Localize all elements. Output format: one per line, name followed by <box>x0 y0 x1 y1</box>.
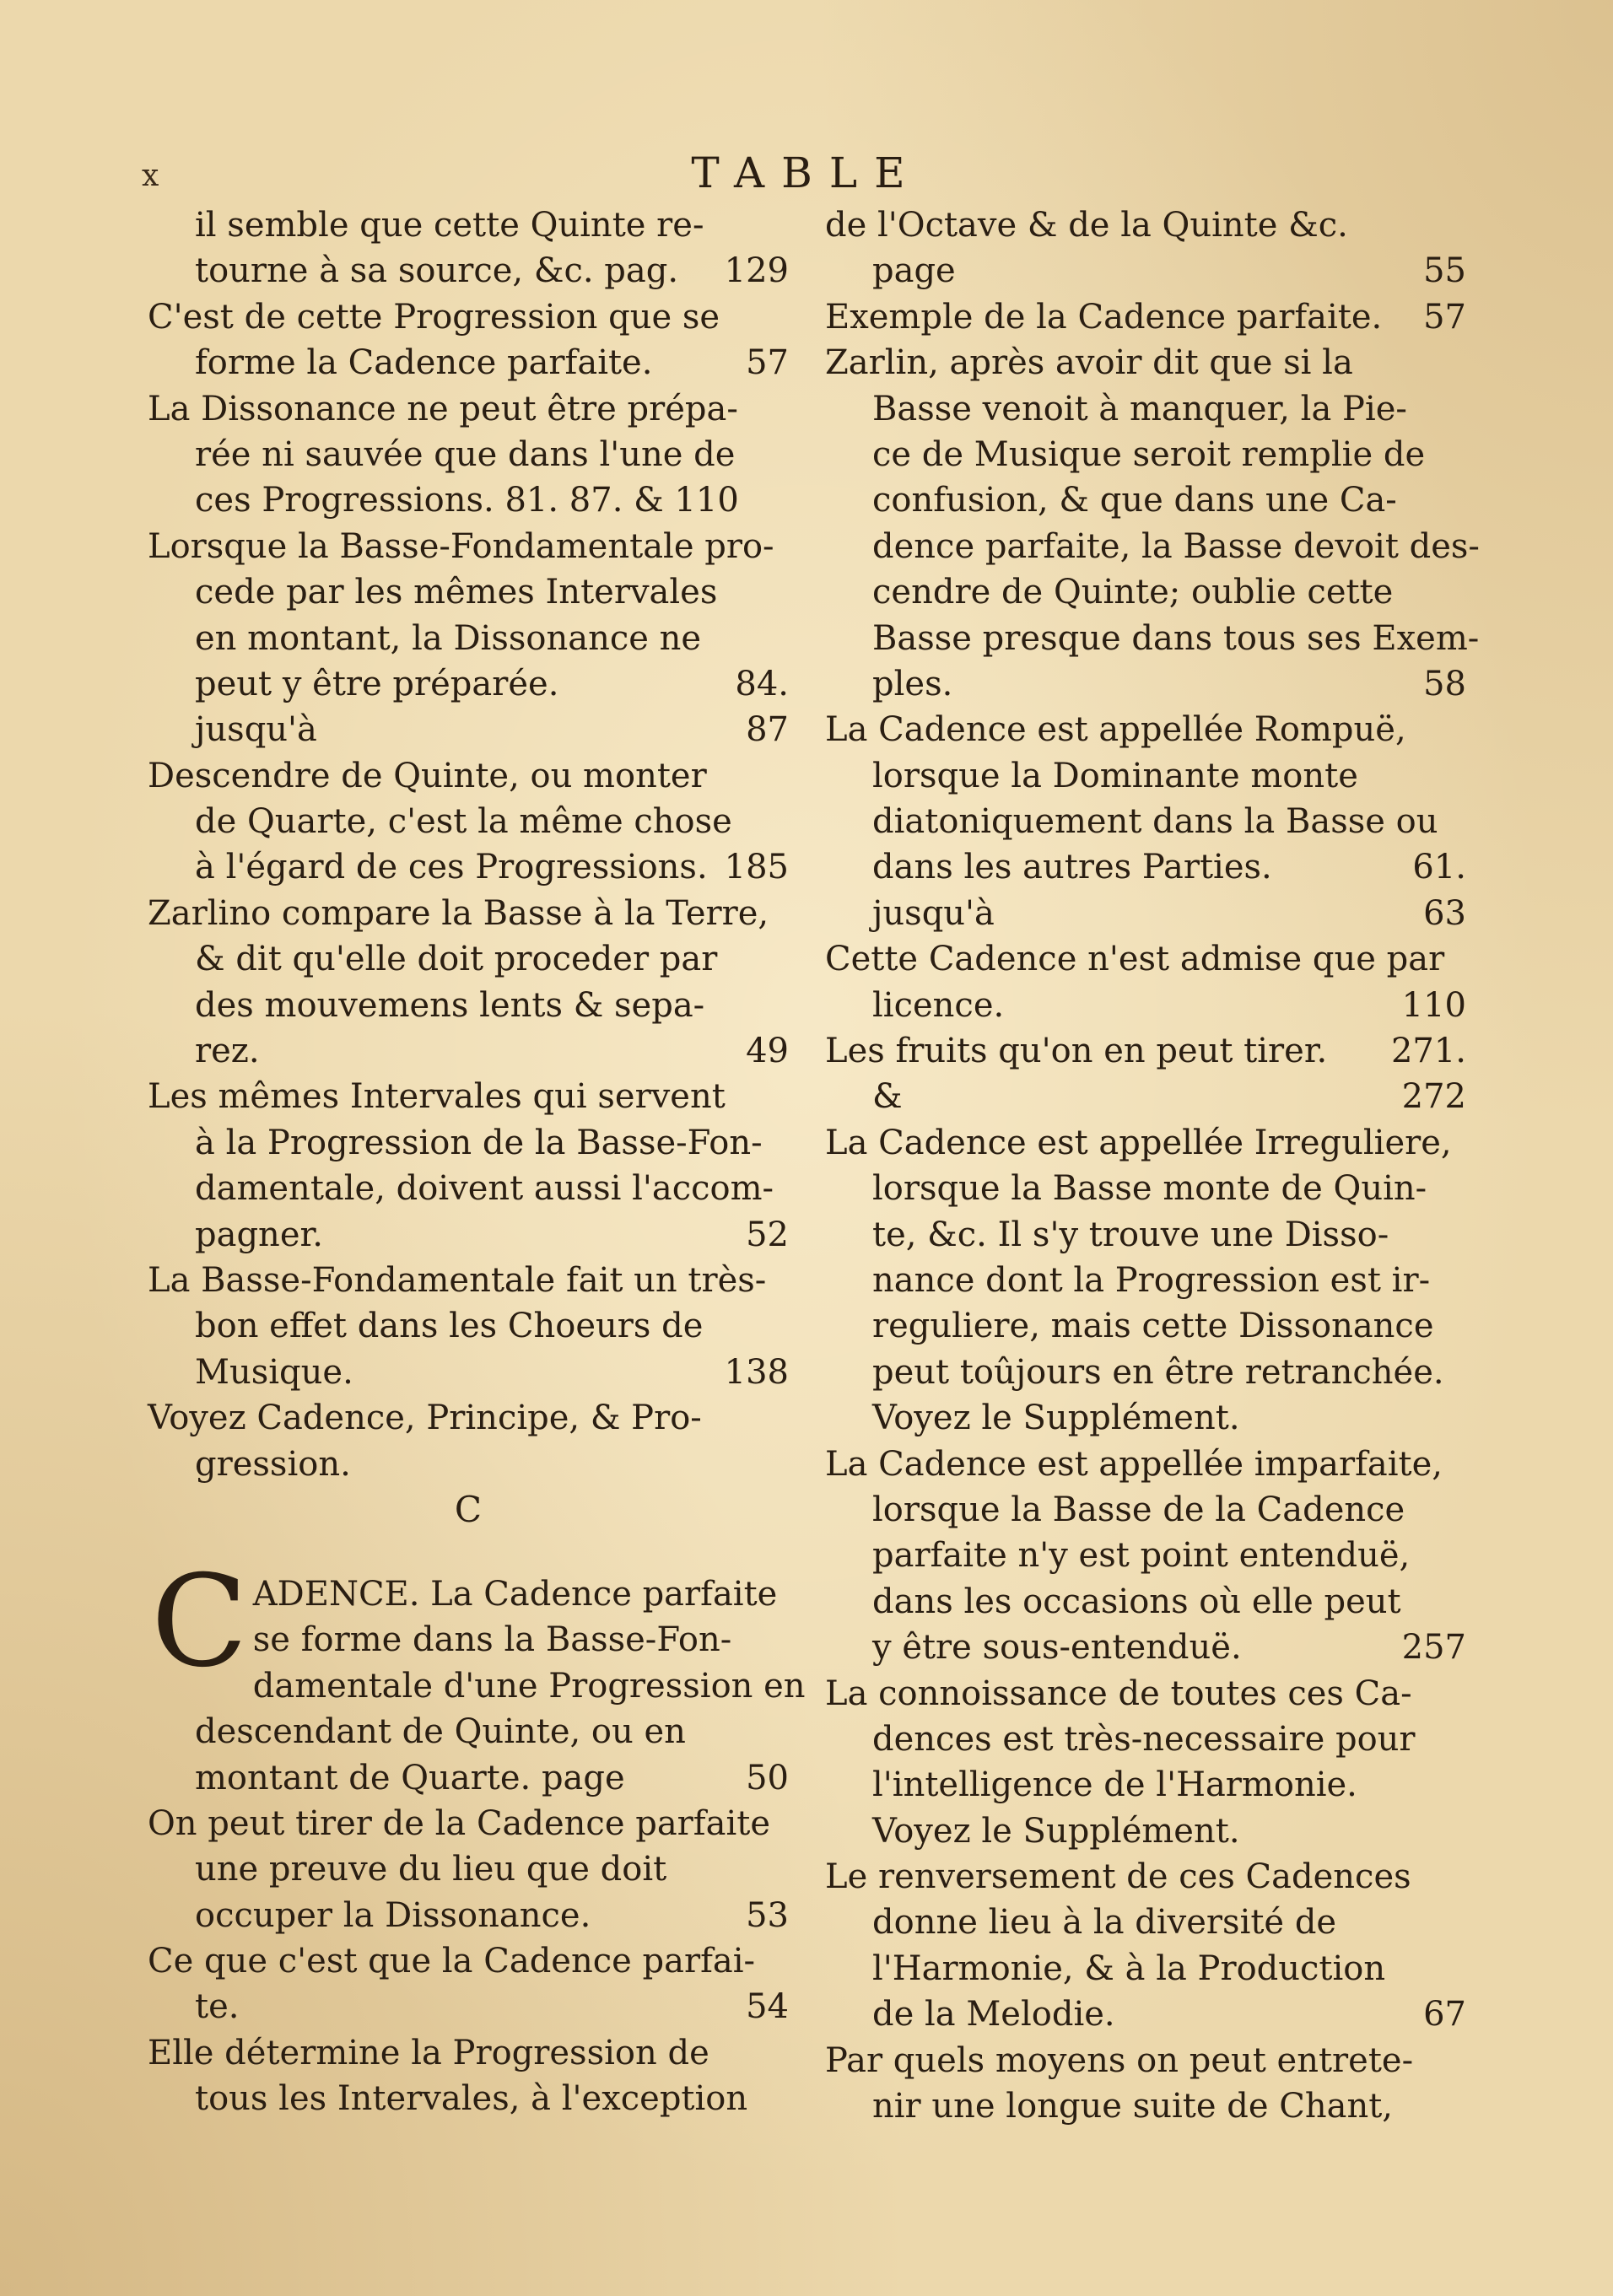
index-line <box>148 294 789 340</box>
entry-text: Musique. <box>195 1352 353 1392</box>
index-line <box>825 1900 1466 1945</box>
index-line <box>825 1717 1466 1762</box>
index-line <box>148 891 789 936</box>
page-reference: 49 <box>746 1032 789 1071</box>
entry-text: ples. <box>872 664 953 703</box>
page-reference: 53 <box>746 1895 789 1935</box>
entry-text: une preuve du lieu que doit <box>195 1850 667 1889</box>
index-line <box>148 202 789 248</box>
index-line <box>148 1258 789 1303</box>
entry-text: donne lieu à la diversité de <box>872 1903 1337 1943</box>
index-line <box>148 1350 789 1395</box>
entry-text: lorsque la Basse monte de Quin- <box>872 1169 1427 1209</box>
entry-text: La Basse-Fondamentale fait un très- <box>148 1260 767 1300</box>
index-line <box>825 661 1466 707</box>
index-line <box>148 1663 806 1709</box>
index-line <box>148 707 789 752</box>
page-reference: 63 <box>1423 893 1466 933</box>
entry-text: Les fruits qu'on en peut tirer. <box>825 1032 1328 1071</box>
entry-text: occuper la Dissonance. <box>195 1895 591 1935</box>
index-line <box>825 477 1466 523</box>
index-line <box>825 936 1466 982</box>
index-line <box>825 983 1466 1028</box>
entry-text: Ce que c'est que la Cadence parfai- <box>148 1942 756 1981</box>
entry-text: peut y être préparée. <box>195 664 559 703</box>
index-line <box>825 1946 1466 1991</box>
entry-text: damentale d'une Progression en <box>252 1666 806 1706</box>
index-line <box>148 661 789 707</box>
index-line <box>825 1258 1466 1303</box>
page-reference: 272 <box>1401 1077 1466 1117</box>
index-line <box>825 1212 1466 1258</box>
index-line <box>148 936 789 982</box>
index-line <box>148 1120 789 1166</box>
entry-text: La Dissonance ne peut être prépa- <box>148 389 738 428</box>
index-line <box>825 2038 1466 2083</box>
entry-text: de la Melodie. <box>872 1995 1115 2035</box>
index-line <box>825 1854 1466 1900</box>
index-line <box>148 753 789 799</box>
entry-text: Elle détermine la Progression de <box>148 2033 709 2072</box>
page-reference: 58 <box>1423 664 1466 703</box>
entry-text: Voyez le Supplément. <box>872 1399 1240 1438</box>
entry-text: jusqu'à <box>195 710 317 750</box>
running-head-title: TABLE <box>691 148 922 197</box>
page-reference: 52 <box>746 1215 789 1254</box>
index-line <box>148 1442 789 1487</box>
index-line <box>148 1395 789 1441</box>
entry-text: dence parfaite, la Basse devoit des- <box>872 526 1480 566</box>
index-line <box>825 1074 1466 1119</box>
index-line <box>825 753 1466 799</box>
entry-text: montant de Quarte. page <box>195 1758 625 1797</box>
index-line <box>825 616 1480 661</box>
index-line <box>148 2030 789 2076</box>
entry-text: descendant de Quinte, ou en <box>195 1712 686 1752</box>
index-line <box>825 1350 1466 1395</box>
index-line <box>148 1984 789 2029</box>
entry-text: Basse presque dans tous ses Exem- <box>872 618 1480 658</box>
index-line <box>825 1808 1466 1854</box>
entry-text: Voyez Cadence, Principe, & Pro- <box>148 1399 702 1438</box>
left-column <box>148 202 806 2122</box>
index-line <box>148 340 789 385</box>
index-line <box>825 1762 1466 1808</box>
entry-text: nir une longue suite de Chant, <box>872 2087 1393 2126</box>
index-line <box>148 1801 789 1846</box>
index-line <box>148 1212 789 1258</box>
entry-text: des mouvemens lents & sepa- <box>195 985 705 1025</box>
entry-text: ce de Musique seroit remplie de <box>872 434 1426 474</box>
index-line <box>148 386 789 432</box>
entry-text: cendre de Quinte; oublie cette <box>872 573 1394 612</box>
index-line <box>825 799 1466 844</box>
entry-text: peut toûjours en être retranchée. <box>872 1352 1444 1392</box>
index-line <box>825 1395 1466 1441</box>
right-column <box>825 202 1480 2129</box>
page-reference: 257 <box>1401 1628 1466 1668</box>
index-line <box>825 386 1466 432</box>
entry-text: l'Harmonie, & à la Production <box>872 1948 1386 1988</box>
index-line <box>825 248 1466 294</box>
page-reference: 50 <box>746 1758 789 1797</box>
entry-text: dences est très-necessaire pour <box>872 1719 1416 1759</box>
index-line <box>825 1166 1466 1211</box>
index-line <box>148 569 789 615</box>
page-reference: 129 <box>724 251 789 291</box>
entry-text: Zarlino compare la Basse à la Terre, <box>148 893 769 933</box>
entry-text: bon effet dans les Choeurs de <box>195 1307 704 1346</box>
entry-text: Les mêmes Intervales qui servent <box>148 1077 726 1117</box>
index-line <box>148 799 789 844</box>
page-reference: 54 <box>746 1987 789 2027</box>
page-reference: 271. <box>1390 1032 1466 1071</box>
entry-text: l'intelligence de l'Harmonie. <box>872 1765 1357 1805</box>
index-line <box>825 1533 1466 1578</box>
index-line <box>148 1846 789 1892</box>
index-line <box>825 1579 1466 1625</box>
index-line <box>148 477 789 523</box>
entry-text: reguliere, mais cette Dissonance <box>872 1307 1434 1346</box>
entry-text: jusqu'à <box>872 893 995 933</box>
page-reference: 61. <box>1412 848 1466 887</box>
entry-text: dans les occasions où elle peut <box>872 1582 1401 1621</box>
entry-text: On peut tirer de la Cadence parfaite <box>148 1803 770 1843</box>
entry-text: & dit qu'elle doit proceder par <box>195 940 718 979</box>
entry-text: Lorsque la Basse-Fondamentale pro- <box>148 526 774 566</box>
entry-text: te, &c. Il s'y trouve une Disso- <box>872 1215 1389 1254</box>
index-line <box>825 844 1466 890</box>
index-line <box>148 2076 789 2121</box>
index-line <box>825 340 1466 385</box>
index-line <box>825 432 1466 477</box>
entry-text: licence. <box>872 985 1005 1025</box>
index-line <box>148 616 789 661</box>
entry-text: La Cadence est appellée Irreguliere, <box>825 1123 1452 1162</box>
index-line <box>148 524 789 569</box>
entry-text: forme la Cadence parfaite. <box>195 343 653 383</box>
entry-text: nance dont la Progression est ir- <box>872 1260 1431 1300</box>
index-line <box>825 1028 1466 1074</box>
entry-text: te. <box>195 1987 240 2027</box>
index-line <box>148 1617 789 1663</box>
entry-text: de l'Octave & de la Quinte &c. <box>825 206 1348 245</box>
entry-text: & <box>872 1077 903 1117</box>
entry-text: parfaite n'y est point entenduë, <box>872 1536 1411 1576</box>
index-line <box>825 1442 1466 1487</box>
index-line <box>148 1166 789 1211</box>
entry-text: Par quels moyens on peut entrete- <box>825 2040 1414 2080</box>
entry-text: page <box>872 251 956 291</box>
index-line <box>148 983 789 1028</box>
index-line <box>825 1303 1466 1349</box>
entry-text: y être sous-entenduë. <box>872 1628 1242 1668</box>
entry-text: ADENCE. La Cadence parfaite <box>252 1574 778 1614</box>
index-line <box>148 248 789 294</box>
entry-text: ces Progressions. 81. 87. & 110 <box>195 481 739 520</box>
entry-text: La Cadence est appellée imparfaite, <box>825 1444 1443 1484</box>
index-line <box>825 524 1480 569</box>
folio-number: x <box>142 159 159 193</box>
index-line <box>825 891 1466 936</box>
page-reference: 87 <box>746 710 789 750</box>
page-reference: 84. <box>735 664 789 703</box>
index-line <box>825 1625 1466 1670</box>
drop-cap-letter: C <box>151 1548 248 1695</box>
entry-text: tous les Intervales, à l'exception <box>195 2079 748 2119</box>
page-reference: 67 <box>1423 1995 1466 2035</box>
index-line <box>148 1755 789 1801</box>
index-line <box>148 1938 789 1984</box>
entry-text: à la Progression de la Basse-Fon- <box>195 1123 763 1162</box>
index-line <box>825 294 1466 340</box>
entry-text: à l'égard de ces Progressions. <box>195 848 708 887</box>
index-line <box>148 1893 789 1938</box>
entry-text: de Quarte, c'est la même chose <box>195 802 732 842</box>
page-reference: 138 <box>724 1352 789 1392</box>
index-line <box>825 707 1466 752</box>
entry-text: diatoniquement dans la Basse ou <box>872 802 1438 842</box>
entry-text: en montant, la Dissonance ne <box>195 618 702 658</box>
index-line <box>148 844 789 890</box>
page-reference: 57 <box>746 343 789 383</box>
section-letter: C <box>454 1488 483 1530</box>
entry-text: rée ni sauvée que dans l'une de <box>195 434 736 474</box>
index-line <box>825 1120 1466 1166</box>
page-reference: 55 <box>1423 251 1466 291</box>
entry-text: La connoissance de toutes ces Ca- <box>825 1673 1412 1713</box>
page-reference: 185 <box>724 848 789 887</box>
entry-text: lorsque la Dominante monte <box>872 756 1358 795</box>
page-reference: 57 <box>1423 297 1466 337</box>
entry-text: rez. <box>195 1032 260 1071</box>
page-header <box>0 142 1613 209</box>
entry-text: lorsque la Basse de la Cadence <box>872 1490 1405 1529</box>
index-line <box>148 1074 789 1119</box>
section-heading <box>148 1487 789 1546</box>
entry-text: C'est de cette Progression que se <box>148 297 720 337</box>
entry-text: La Cadence est appellée Rompuë, <box>825 710 1406 750</box>
entry-text: tourne à sa source, &c. pag. <box>195 251 679 291</box>
index-line <box>825 1487 1466 1533</box>
entry-text: confusion, & que dans une Ca- <box>872 481 1397 520</box>
index-line <box>148 432 789 477</box>
entry-text: cede par les mêmes Intervales <box>195 573 718 612</box>
index-line <box>148 1303 789 1349</box>
index-line <box>825 1991 1466 2037</box>
index-line <box>825 2083 1466 2129</box>
entry-text: gression. <box>195 1444 351 1484</box>
entry-text: se forme dans la Basse-Fon- <box>252 1620 732 1660</box>
entry-text: Exemple de la Cadence parfaite. <box>825 297 1383 337</box>
entry-text: Descendre de Quinte, ou monter <box>148 756 707 795</box>
entry-text: il semble que cette Quinte re- <box>195 206 704 245</box>
entry-text: Voyez le Supplément. <box>872 1811 1240 1851</box>
index-line <box>825 1671 1466 1717</box>
entry-text: Zarlin, après avoir dit que si la <box>825 343 1353 383</box>
index-line <box>148 1709 789 1754</box>
entry-text: Cette Cadence n'est admise que par <box>825 940 1445 979</box>
entry-text: Le renversement de ces Cadences <box>825 1857 1411 1897</box>
entry-text: pagner. <box>195 1215 323 1254</box>
entry-text: Basse venoit à manquer, la Pie- <box>872 389 1407 428</box>
index-line <box>148 1028 789 1074</box>
entry-text: damentale, doivent aussi l'accom- <box>195 1169 774 1209</box>
index-line <box>825 202 1466 248</box>
index-line <box>825 569 1466 615</box>
page-reference: 110 <box>1401 985 1466 1025</box>
entry-text: dans les autres Parties. <box>872 848 1272 887</box>
